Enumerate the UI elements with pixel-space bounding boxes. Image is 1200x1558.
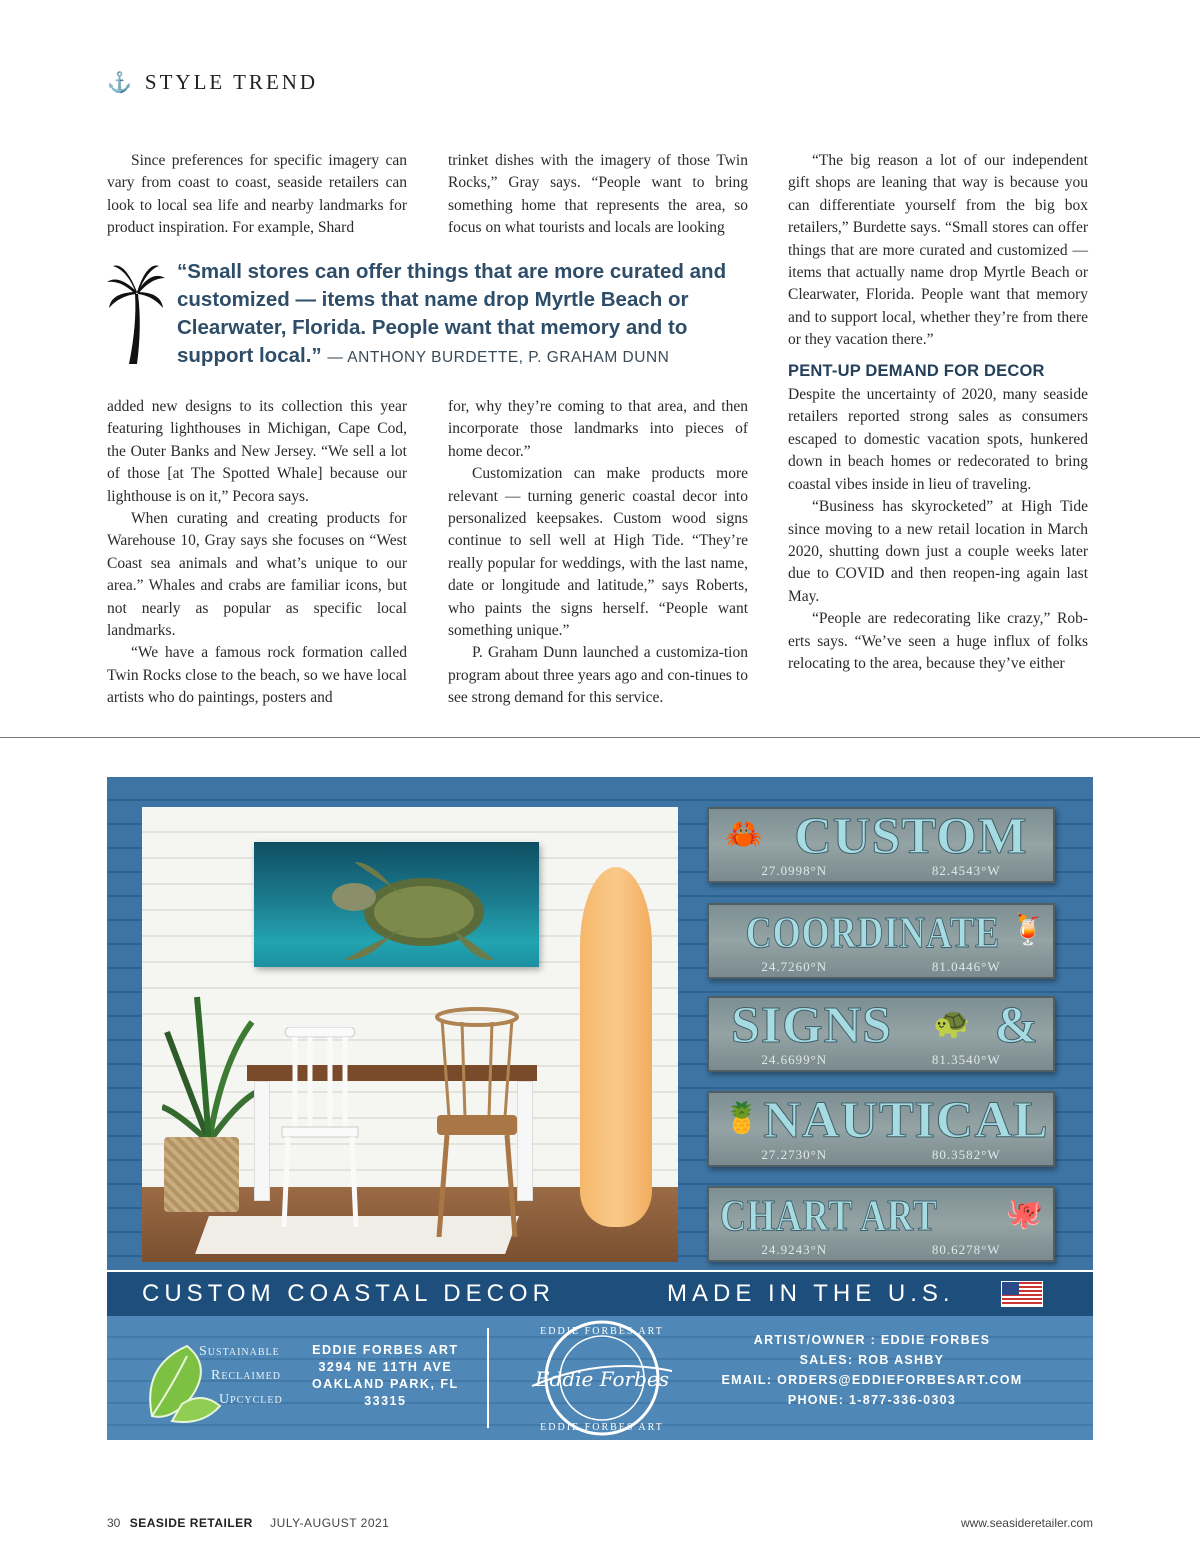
contact-line: ARTIST/OWNER : EDDIE FORBES (753, 1333, 991, 1347)
sea-turtle-icon (254, 842, 539, 967)
crab-icon: 🦀 (725, 818, 763, 851)
svg-text:EDDIE FORBES ART: EDDIE FORBES ART (540, 1422, 664, 1433)
business-address (312, 1342, 459, 1410)
divider (0, 737, 1200, 738)
quote: “Small stores can offer things that are more curated and customized — items that name drop Myrtle Beach or Clearwater, Florida. People want that memory and to support local.” (177, 260, 727, 367)
sign-signs (707, 996, 1055, 1072)
signature-stamp-logo (527, 1316, 677, 1440)
palm-tree-icon (107, 264, 165, 364)
sign-word: NAUTICAL (763, 1092, 1049, 1149)
latitude: 27.0998°N (761, 863, 828, 878)
sign-nautical (707, 1091, 1055, 1167)
contact-line: SALES: ROB ASHBY (799, 1353, 945, 1367)
paragraph: “The big reason a lot of our independent gift shops are leaning that way is because you can differentiate yourself from the big box retailers,” Burdette says. “Small stores can offer things that are more curated and customized — items that actually name drop Myrtle Beach or Clearwater, Florida. People want that memory and to support local, whether they’re from there or they vacation there.” (788, 152, 1088, 349)
pull-quote-text (177, 258, 757, 372)
longitude: 80.6278°W (931, 1242, 1001, 1257)
sign-coordinates (709, 863, 1053, 879)
divider (487, 1328, 489, 1428)
eco-item: Sustainable (199, 1344, 280, 1359)
eco-list (199, 1340, 283, 1412)
address-line: 33315 (364, 1394, 407, 1408)
paragraph: “Business has skyrocketed” at High Tide since moving to a new retail location in March 2020, shutting down just a couple weeks later due to COVID and then reopen-ing again last May. (788, 498, 1088, 605)
longitude: 81.3540°W (931, 1052, 1001, 1067)
paragraph: trinket dishes with the imagery of those Twin Rocks,” Gray says. “People want to bring something home that represents the area, so focus on what tourists and locals are looking (448, 152, 748, 237)
sign-word: CUSTOM (794, 808, 1028, 865)
issue-date: JULY-AUGUST 2021 (270, 1516, 390, 1530)
ad-banner (107, 1270, 1093, 1318)
contact-email: EMAIL: ORDERS@EDDIEFORBESART.COM (721, 1373, 1023, 1387)
longitude: 82.4543°W (931, 863, 1001, 878)
address-line: EDDIE FORBES ART (312, 1343, 459, 1357)
paragraph: Since preferences for specific imagery can vary from coast to coast, seaside retailers can look to local sea life and nearby landmarks for product inspiration. For example, Shard (107, 152, 407, 237)
eco-item: Reclaimed (211, 1368, 281, 1383)
sign-custom (707, 807, 1055, 883)
column-3 (788, 150, 1088, 675)
paragraph: P. Graham Dunn launched a customiza-tion program about three years ago and con-tinues to see strong demand for this service. (448, 644, 748, 707)
address-line: OAKLAND PARK, FL (312, 1377, 459, 1391)
wood-chair (427, 1007, 527, 1237)
sign-coordinates (709, 959, 1053, 975)
page-footer (107, 1516, 1093, 1530)
column-2-top (448, 150, 748, 240)
sign-coordinates (709, 1052, 1053, 1068)
contact-phone: PHONE: 1-877-336-0303 (787, 1393, 957, 1407)
us-flag-icon (1001, 1281, 1043, 1307)
ampersand: & (994, 997, 1039, 1054)
column-2-bottom (448, 396, 748, 710)
sign-chart-art (707, 1186, 1055, 1262)
quote-attribution: — ANTHONY BURDETTE, P. GRAHAM DUNN (327, 349, 670, 366)
sign-coordinates (709, 1147, 1053, 1163)
longitude: 81.0446°W (931, 959, 1001, 974)
column-1-top (107, 150, 407, 240)
pull-quote (107, 258, 747, 368)
banner-left-text: CUSTOM COASTAL DECOR (142, 1280, 555, 1307)
ad-footer (107, 1316, 1093, 1440)
magazine-name: SEASIDE RETAILER (129, 1516, 253, 1530)
website-link[interactable]: www.seasideretailer.com (960, 1516, 1093, 1530)
section-title: STYLE TREND (144, 70, 319, 94)
sign-word: CHART ART (719, 1191, 938, 1240)
svg-text:EDDIE FORBES ART: EDDIE FORBES ART (540, 1326, 664, 1337)
paragraph: “People are redecorating like crazy,” Rob-erts says. “We’ve seen a huge influx of folks relocating to the area, because they’ve either (788, 610, 1088, 672)
latitude: 24.9243°N (761, 1242, 828, 1257)
surfboard (580, 867, 652, 1227)
paragraph: added new designs to its collection this year featuring lighthouses in Michigan, Cape Cod, the Outer Banks and New Jersey. “We sell a lot of those [at The Spotted Whale] because our lighthouse is on it,” Pecora says. (107, 398, 407, 505)
longitude: 80.3582°W (931, 1147, 1001, 1162)
sea-turtle-icon: 🐢 (933, 1007, 971, 1040)
sign-word: SIGNS (731, 997, 893, 1054)
advertisement (107, 777, 1093, 1440)
latitude: 24.6699°N (761, 1052, 828, 1067)
product-photo (142, 807, 678, 1262)
white-chair (280, 1027, 360, 1227)
paragraph: for, why they’re coming to that area, and then incorporate those landmarks into pieces of home decor.” (448, 398, 748, 460)
svg-text:Eddie Forbes: Eddie Forbes (534, 1367, 670, 1391)
cocktail-icon: 🍹 (1009, 914, 1047, 947)
section-header (107, 70, 318, 95)
woven-basket (164, 1137, 239, 1212)
sign-coordinate (707, 903, 1055, 979)
paragraph: “We have a famous rock formation called Twin Rocks close to the beach, so we have local artists who do paintings, posters and (107, 644, 407, 707)
anchor-icon: ⚓ (107, 72, 135, 94)
sign-coordinates (709, 1242, 1053, 1258)
paragraph: Customization can make products more relevant — turning generic coastal decor into personalized keepsakes. Custom wood signs continue to sell well at High Tide. “They’re really popular for weddings, with the last name, date or longitude and latitude,” says Roberts, who paints the signs herself. “People want something unique.” (448, 465, 748, 640)
address-line: 3294 NE 11TH AVE (318, 1360, 453, 1374)
page-number: 30 (107, 1516, 121, 1530)
paragraph: Despite the uncertainty of 2020, many seaside retailers reported strong sales as consumers escaped to domestic vacation spots, hunkered down in beach homes or redecorated to bring coastal vibes inside in lieu of traveling. (788, 386, 1088, 493)
latitude: 27.2730°N (761, 1147, 828, 1162)
sign-word: COORDINATE (745, 908, 1000, 957)
octopus-icon: 🐙 (1005, 1197, 1043, 1230)
contact-info (707, 1330, 1037, 1410)
column-1-bottom (107, 396, 407, 710)
subheading: PENT-UP DEMAND FOR DECOR (788, 361, 1045, 380)
sea-turtle-painting (254, 842, 539, 967)
paragraph: When curating and creating products for Warehouse 10, Gray says she focuses on “West Coast sea animals and what’s unique to our area.” Whales and crabs are familiar icons, but not nearly as popular as specific local landmarks. (107, 510, 407, 640)
desk-leg (254, 1081, 270, 1201)
pineapple-icon: 🍍 (723, 1102, 761, 1135)
latitude: 24.7260°N (761, 959, 828, 974)
eco-item: Upcycled (219, 1392, 283, 1407)
banner-right-text: MADE IN THE U.S. (667, 1280, 955, 1307)
